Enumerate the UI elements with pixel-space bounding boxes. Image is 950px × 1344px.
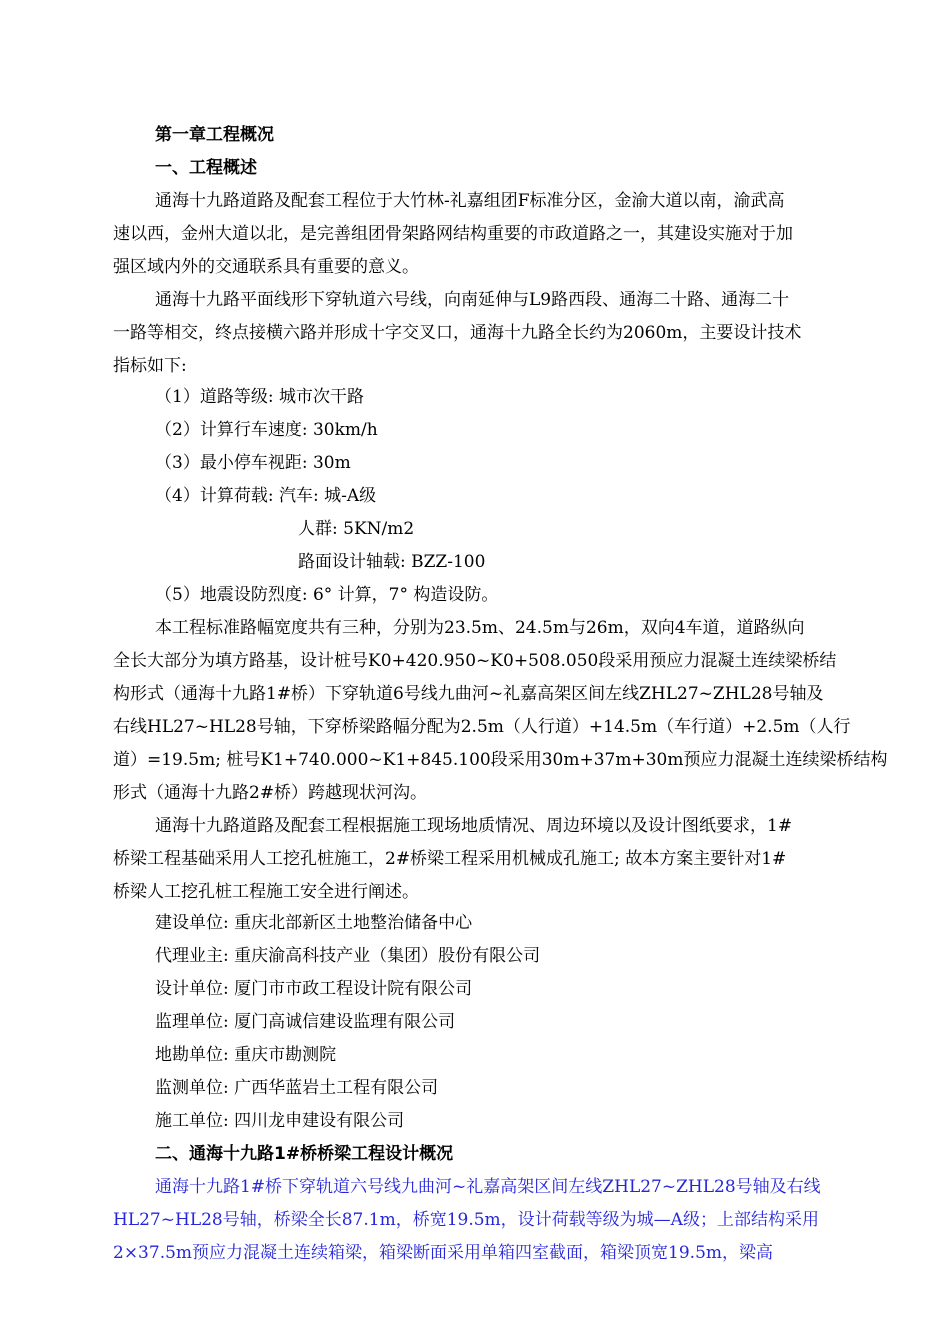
indicator-item: 人群: 5KN/m2	[298, 519, 415, 539]
section1-para3-line: 形式（通海十九路2#桥）跨越现状河沟。	[113, 783, 428, 803]
section2-heading: 二、通海十九路1#桥桥梁工程设计概况	[155, 1144, 454, 1164]
indicator-item: （4）计算荷载: 汽车: 城-A级	[155, 486, 377, 506]
section1-para1-line: 速以西，金州大道以北，是完善组团骨架路网结构重要的市政道路之一，其建设实施对于加	[113, 224, 793, 244]
section1-para3-line: 右线HL27~HL28号轴，下穿桥梁路幅分配为2.5m（人行道）+14.5m（车行道）+2.5m（人行	[113, 717, 851, 737]
unit-item: 监理单位: 厦门高诚信建设监理有限公司	[155, 1012, 456, 1032]
unit-item: 设计单位: 厦门市市政工程设计院有限公司	[155, 979, 473, 999]
unit-item: 施工单位: 四川龙申建设有限公司	[155, 1111, 405, 1131]
section1-para4-line: 桥梁工程基础采用人工挖孔桩施工，2#桥梁工程采用机械成孔施工; 故本方案主要针对1#	[113, 849, 787, 869]
indicator-item: （2）计算行车速度: 30km/h	[155, 420, 378, 440]
section1-para3-line: 全长大部分为填方路基，设计桩号K0+420.950~K0+508.050段采用预应力混凝土连续梁桥结	[113, 651, 837, 671]
section1-para2-line: 一路等相交，终点接横六路并形成十字交叉口，通海十九路全长约为2060m，主要设计技术	[113, 323, 802, 343]
section1-para3-line: 本工程标准路幅宽度共有三种，分别为23.5m、24.5m与26m，双向4车道，道路纵向	[155, 618, 805, 638]
indicator-item: （5）地震设防烈度: 6° 计算，7° 构造设防。	[155, 585, 499, 605]
section1-para2-line: 通海十九路平面线形下穿轨道六号线，向南延伸与L9路西段、通海二十路、通海二十	[155, 290, 790, 310]
section2-para1-line: 通海十九路1#桥下穿轨道六号线九曲河~礼嘉高架区间左线ZHL27~ZHL28号轴及右线	[155, 1177, 821, 1197]
section1-para2-line: 指标如下:	[113, 356, 187, 376]
unit-item: 代理业主: 重庆渝高科技产业（集团）股份有限公司	[155, 946, 541, 966]
section1-para4-line: 通海十九路道路及配套工程根据施工现场地质情况、周边环境以及设计图纸要求，1#	[155, 816, 793, 836]
section2-para1-line: 2×37.5m预应力混凝土连续箱梁，箱梁断面采用单箱四室截面，箱梁顶宽19.5m，梁高	[113, 1243, 774, 1263]
unit-item: 地勘单位: 重庆市勘测院	[155, 1045, 337, 1065]
section1-para3-line: 构形式（通海十九路1#桥）下穿轨道6号线九曲河~礼嘉高架区间左线ZHL27~ZHL28号轴及	[113, 684, 824, 704]
indicator-item: （3）最小停车视距: 30m	[155, 453, 351, 473]
indicator-item: （1）道路等级: 城市次干路	[155, 387, 364, 407]
section2-para1-line: HL27~HL28号轴，桥梁全长87.1m，桥宽19.5m，设计荷载等级为城—A级；上部结构采用	[113, 1210, 819, 1230]
section1-para1-line: 通海十九路道路及配套工程位于大竹林-礼嘉组团F标准分区，金渝大道以南，渝武高	[155, 191, 785, 211]
chapter-title: 第一章工程概况	[155, 125, 274, 145]
indicator-item: 路面设计轴载: BZZ-100	[298, 552, 486, 572]
section1-para4-line: 桥梁人工挖孔桩工程施工安全进行阐述。	[113, 882, 419, 902]
section1-heading: 一、工程概述	[155, 158, 257, 178]
section1-para1-line: 强区域内外的交通联系具有重要的意义。	[113, 257, 419, 277]
unit-item: 监测单位: 广西华蓝岩土工程有限公司	[155, 1078, 439, 1098]
unit-item: 建设单位: 重庆北部新区土地整治储备中心	[155, 913, 473, 933]
section1-para3-line: 道）=19.5m; 桩号K1+740.000~K1+845.100段采用30m+37m+30m预应力混凝土连续梁桥结构	[113, 750, 888, 770]
